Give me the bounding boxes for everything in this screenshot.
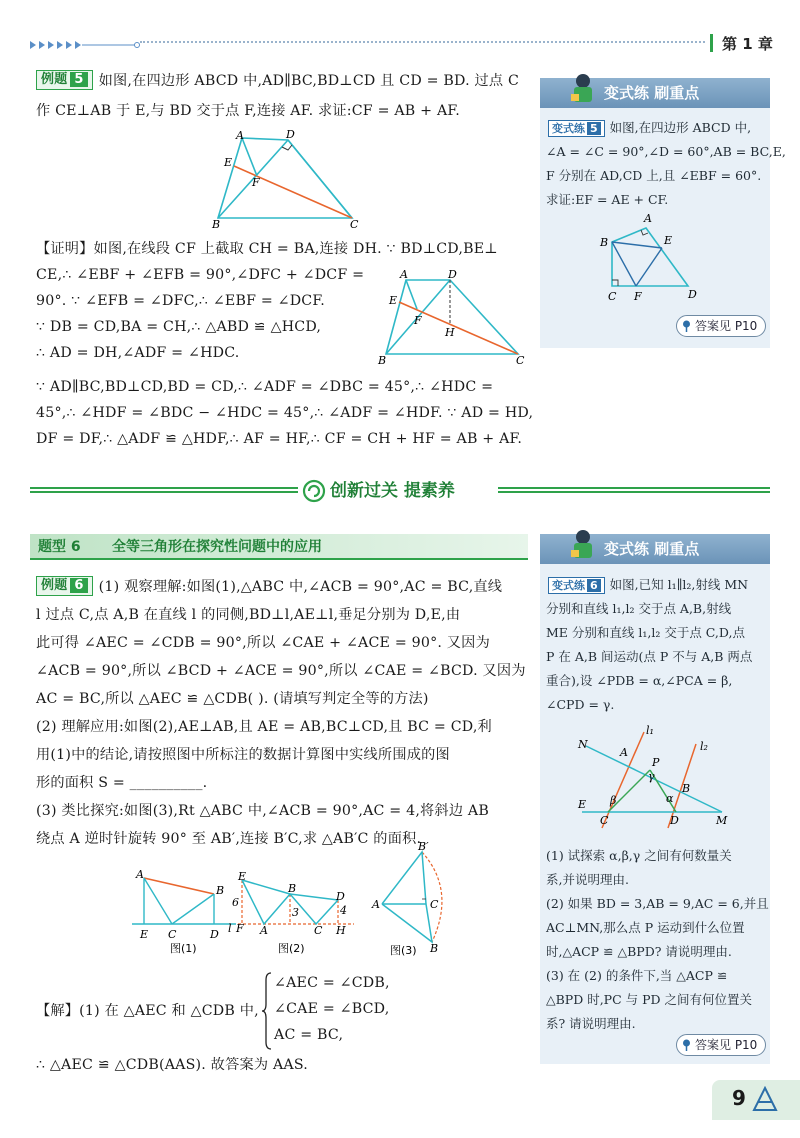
- example6-line-1: 例题 6 (1) 观察理解:如图(1),△ABC 中,∠ACB = 90°,AC = BC,直线: [36, 574, 502, 600]
- header-dotted-line: [140, 41, 705, 43]
- fig2-label-H: H: [336, 924, 346, 937]
- fig5-label-E: E: [224, 156, 233, 169]
- fig2-label-F: F: [236, 922, 244, 935]
- type6-bar: [30, 534, 528, 560]
- chapter-divider: [710, 34, 713, 52]
- example6-tag: 例题 6: [36, 576, 93, 596]
- banner-left-rule: [30, 487, 298, 493]
- fig1-label-E: E: [140, 928, 149, 941]
- side1-title: 变式练 刷重点: [604, 84, 700, 102]
- example6-line-5: AC = BC,所以 △AEC ≌ △CDB( ). (请填写判定全等的方法): [36, 691, 429, 707]
- proof-fig-label-B: B: [378, 354, 387, 366]
- side1-figure: [598, 210, 708, 302]
- fig2-label-B: B: [288, 882, 297, 895]
- fig1-label-D: D: [210, 928, 219, 941]
- side1-label-C: C: [608, 290, 617, 302]
- fig2-label-E: E: [238, 870, 247, 883]
- fig2-label-D: D: [336, 890, 345, 903]
- banner-right-rule: [498, 487, 770, 493]
- side2-label-B: B: [682, 782, 691, 795]
- side2-label-N: N: [578, 738, 588, 751]
- side2-label-gamma: γ: [648, 770, 655, 783]
- proof-fig-label-C: C: [516, 354, 525, 366]
- fig5-label-C: C: [350, 218, 359, 228]
- fig1-caption: 图(1): [170, 942, 197, 955]
- fig2-label-6: 6: [232, 896, 239, 909]
- chapter-label: 第 1 章: [722, 35, 773, 53]
- proof-fig-label-A: A: [400, 268, 408, 281]
- fig1-label-C: C: [168, 928, 177, 941]
- example5-line-2: 作 CE⊥AB 于 E,与 BD 交于点 F,连接 AF. 求证:CF = AB + AF.: [36, 103, 460, 119]
- side1-title-bar: [540, 78, 770, 108]
- example6-line-3: 此可得 ∠AEC = ∠CDB = 90°,所以 ∠CAE + ∠ACE = 90°. 又因为: [36, 635, 490, 651]
- side1-line-4: 求证:EF = AE + CF.: [546, 192, 669, 207]
- fig1-label-B: B: [216, 884, 225, 897]
- fig5-label-F: F: [252, 176, 260, 189]
- side2-line-4: P 在 A,B 间运动(点 P 不与 A,B 两点: [546, 649, 753, 664]
- side2-q-2: 系,并说明理由.: [546, 872, 629, 887]
- brace-line-2: ∠CAE = ∠BCD,: [274, 1001, 390, 1017]
- type6-label: 题型 6: [38, 539, 81, 555]
- solution-tail: ∴ △AEC ≌ △CDB(AAS). 故答案为 AAS.: [36, 1057, 308, 1073]
- side2-label-C: C: [600, 814, 609, 827]
- proof-line-1: 【证明】如图,在线段 CF 上截取 CH = BA,连接 DH. ∵ BD⊥CD,BE⊥: [36, 241, 498, 257]
- side2-tag: 变式练 6: [548, 577, 605, 594]
- page-number: 9: [732, 1086, 746, 1110]
- example6-line-8: 形的面积 S = __________.: [36, 775, 208, 791]
- fig2-label-4: 4: [340, 904, 347, 917]
- side1-label-E: E: [664, 234, 673, 247]
- section-banner: [300, 478, 496, 504]
- side2-q-1: (1) 试探索 α,β,γ 之间有何数量关: [546, 848, 732, 863]
- side2-mascot-icon: [568, 528, 598, 562]
- proof-fig-label-H: H: [445, 326, 455, 339]
- pin-icon: [682, 1039, 691, 1051]
- proof-figure: [372, 266, 532, 366]
- side2-q-3: (2) 如果 BD = 3,AB = 9,AC = 6,并且: [546, 896, 769, 911]
- section-banner-text: 创新过关 提素养: [330, 481, 455, 501]
- side1-mascot-icon: [568, 72, 598, 106]
- fig5-label-D: D: [286, 128, 295, 141]
- side2-title: 变式练 刷重点: [604, 540, 700, 558]
- side1-label-A: A: [644, 212, 652, 225]
- example5-figure: [210, 128, 370, 228]
- side2-label-E: E: [578, 798, 587, 811]
- side1-answer-ref[interactable]: 答案见 P10: [676, 315, 766, 337]
- pin-icon: [682, 320, 691, 332]
- side2-label-M: M: [716, 814, 728, 827]
- fig2-label-l: l: [228, 922, 232, 935]
- spiral-icon: [302, 479, 326, 503]
- side1-tag: 变式练 5: [548, 120, 605, 137]
- side1-label-B: B: [600, 236, 609, 249]
- side2-q-6: (3) 在 (2) 的条件下,当 △ACP ≌: [546, 968, 728, 983]
- example6-line-6: (2) 理解应用:如图(2),AE⊥AB,且 AE = AB,BC⊥CD,且 BC = CD,利: [36, 719, 492, 735]
- type6-title: 全等三角形在探究性问题中的应用: [112, 539, 322, 555]
- example5-line-1: 例题 5 如图,在四边形 ABCD 中,AD∥BC,BD⊥CD 且 CD = BD. 过点 C: [36, 68, 519, 94]
- example5-tag: 例题 5: [36, 70, 93, 90]
- example6-figure-2: [226, 868, 362, 956]
- fig1-label-A: A: [136, 868, 144, 881]
- proof-line-6: ∵ AD∥BC,BD⊥CD,BD = CD,∴ ∠ADF = ∠DBC = 45°,∴ ∠HDC =: [36, 379, 494, 395]
- side2-answer-ref[interactable]: 答案见 P10: [676, 1034, 766, 1056]
- proof-fig-label-F: F: [414, 314, 422, 327]
- side2-label-D: D: [670, 814, 679, 827]
- page-logo-icon: [752, 1086, 778, 1112]
- side1-line-3: F 分别在 AD,CD 上,且 ∠EBF = 60°.: [546, 168, 762, 183]
- solution-head: 【解】(1) 在 △AEC 和 △CDB 中,: [36, 1003, 259, 1019]
- page-number-tab: [712, 1080, 800, 1120]
- side2-label-l2: l₂: [700, 740, 708, 753]
- fig3-label-B: B: [430, 942, 439, 955]
- fig5-label-A: A: [236, 129, 244, 142]
- proof-line-2: CE,∴ ∠EBF + ∠EFB = 90°,∠DFC + ∠DCF =: [36, 267, 365, 283]
- side2-label-alpha: α: [666, 792, 674, 805]
- side1-line-2: ∠A = ∠C = 90°,∠D = 60°,AB = BC,E,: [546, 144, 786, 159]
- side2-line-6: ∠CPD = γ.: [546, 697, 615, 712]
- side2-line-5: 重合),设 ∠PDB = α,∠PCA = β,: [546, 673, 733, 688]
- side2-figure: [572, 722, 752, 830]
- example6-figure-1: [130, 866, 240, 956]
- example6-line-9: (3) 类比探究:如图(3),Rt △ABC 中,∠ACB = 90°,AC = 4,将斜边 AB: [36, 803, 489, 819]
- side2-line-2: 分别和直线 l₁,l₂ 交于点 A,B,射线: [546, 601, 732, 616]
- fig5-label-B: B: [212, 218, 221, 228]
- fig3-label-C: C: [430, 898, 439, 911]
- side2-q-8: 系? 请说明理由.: [546, 1016, 636, 1031]
- side2-label-A: A: [620, 746, 628, 759]
- proof-line-3: 90°. ∵ ∠EFB = ∠DFC,∴ ∠EBF = ∠DCF.: [36, 293, 325, 309]
- example6-line-2: l 过点 C,点 A,B 在直线 l 的同侧,BD⊥l,AE⊥l,垂足分别为 D,E,由: [36, 607, 461, 623]
- brace-line-1: ∠AEC = ∠CDB,: [274, 975, 390, 991]
- solution-brace: [262, 972, 272, 1050]
- example6-line-4: ∠ACB = 90°,所以 ∠BCD + ∠ACE = 90°,所以 ∠CAE = ∠BCD. 又因为: [36, 663, 526, 679]
- proof-line-4: ∵ DB = CD,BA = CH,∴ △ABD ≌ △HCD,: [36, 319, 322, 335]
- header-decoration: [30, 36, 140, 48]
- proof-fig-label-D: D: [448, 268, 457, 281]
- side2-line-1: 变式练 6 如图,已知 l₁∥l₂,射线 MN: [548, 573, 748, 598]
- side2-line-3: ME 分别和直线 l₁,l₂ 交于点 C,D,点: [546, 625, 745, 640]
- fig2-label-C: C: [314, 924, 323, 937]
- fig3-label-Bprime: B′: [418, 840, 429, 853]
- side1-line-1: 变式练 5 如图,在四边形 ABCD 中,: [548, 116, 751, 141]
- side2-title-bar: [540, 534, 770, 564]
- example6-line-7: 用(1)中的结论,请按照图中所标注的数据计算图中实线所围成的图: [36, 747, 450, 763]
- fig2-label-3: 3: [292, 906, 299, 919]
- fig3-label-A: A: [372, 898, 380, 911]
- fig2-caption: 图(2): [278, 942, 305, 955]
- brace-line-3: AC = BC,: [274, 1027, 344, 1043]
- side2-label-P: P: [652, 756, 660, 769]
- proof-line-5: ∴ AD = DH,∠ADF = ∠HDC.: [36, 345, 240, 361]
- proof-fig-label-E: E: [389, 294, 398, 307]
- side1-label-F: F: [634, 290, 642, 302]
- fig2-label-A: A: [260, 924, 268, 937]
- example6-figure-3: [370, 840, 460, 958]
- proof-line-8: DF = DF,∴ △ADF ≌ △HDF,∴ AF = HF,∴ CF = CH + HF = AB + AF.: [36, 431, 523, 447]
- proof-line-7: 45°,∴ ∠HDF = ∠BDC − ∠HDC = 45°,∴ ∠ADF = ∠HDF. ∵ AD = HD,: [36, 405, 534, 421]
- side2-q-7: △BPD 时,PC 与 PD 之间有何位置关: [546, 992, 753, 1007]
- side1-label-D: D: [688, 288, 697, 301]
- side2-q-4: AC⊥MN,那么点 P 运动到什么位置: [546, 920, 745, 935]
- fig3-caption: 图(3): [390, 944, 417, 957]
- side2-label-beta: β: [610, 794, 617, 807]
- side2-q-5: 时,△ACP ≌ △BPD? 请说明理由.: [546, 944, 732, 959]
- example6-line-10: 绕点 A 逆时针旋转 90° 至 AB′,连接 B′C,求 △AB′C 的面积.: [36, 831, 422, 847]
- side2-label-l1: l₁: [646, 724, 654, 737]
